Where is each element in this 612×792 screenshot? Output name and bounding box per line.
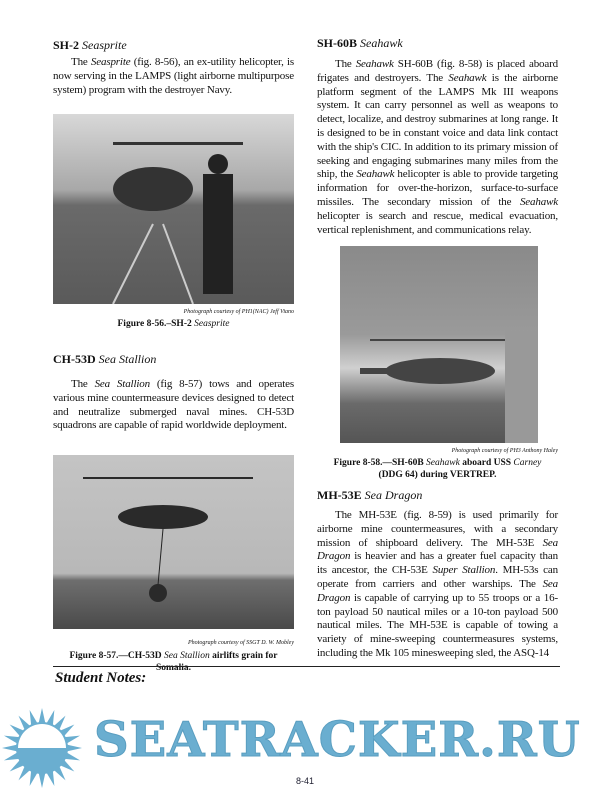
sh60b-paragraph: The Seahawk SH-60B (fig. 8-58) is placed aboard frigates and destroyers. The Seahawk is the airborne platform segment of the LAMPS Mk III weapons system. It can carry personnel as well as weapons to detect, localize, and destroy submarines at long range. It is designed to be in constant voice and data link contact with the ship's CIC. In addition to its primary mission of seeking and engaging submarines many miles from the ship, the Seahawk helicopter is able to provide targeting information for over-the-horizon, surface-to-surface missiles. The secondary mission of the Seahawk helicopter is search and rescue, medical evacuation, vertical replenishment, and communications relay.	[317, 58, 558, 236]
watermark-text: SEATRACKER.RU	[94, 712, 581, 768]
ch53d-photo-credit: Photograph courtesy of SSGT D. W. Mobley	[188, 640, 294, 646]
sun-ray	[38, 708, 45, 724]
sh2-photo-credit: Photograph courtesy of PH1(NAC) Jeff Viano	[183, 309, 294, 315]
figure-8-56-caption: Figure 8-56.–SH-2 Seasprite	[117, 319, 230, 329]
divider	[53, 666, 560, 667]
sun-ray	[66, 744, 82, 751]
ch53d-heading: CH-53D Sea Stallion	[53, 352, 157, 366]
sun-ray	[2, 744, 18, 751]
figure-8-57-caption: Figure 8-57.—CH-53D Sea Stallion airlifts grain for Somalia.	[69, 651, 278, 673]
watermark-sun-icon	[0, 700, 90, 790]
seasprite-photo	[53, 114, 294, 304]
sh2-paragraph: The Seasprite (fig. 8-56), an ex-utility helicopter, is now serving in the LAMPS (light airborne multipurpose system) program with the destroyer Navy.	[53, 56, 294, 96]
sh60b-photo-credit: Photograph courtesy of PH3 Anthony Haley	[451, 448, 558, 454]
sh2-heading: SH-2 Seasprite	[53, 38, 127, 52]
seahawk-photo	[340, 246, 538, 443]
mh53e-heading: MH-53E Sea Dragon	[317, 488, 423, 502]
ch53d-paragraph: The Sea Stallion (fig 8-57) tows and operates various mine countermeasure devices designed to detect and neutralize submerged naval mines. CH-53D squadrons are capable of rapid worldwide deployment.	[53, 378, 294, 432]
sea-stallion-photo	[53, 455, 294, 629]
page-number: 8-41	[296, 776, 315, 786]
figure-8-58-caption: Figure 8-58.—SH-60B Seahawk aboard USS Carney (DDG 64) during VERTREP.	[333, 458, 542, 480]
sh60b-heading: SH-60B Seahawk	[317, 36, 403, 50]
student-notes-label: Student Notes:	[55, 670, 147, 686]
mh53e-paragraph: The MH-53E (fig. 8-59) is used primarily for airborne mine countermeasures, with a secondary mission of shipboard delivery. The MH-53E Sea Dragon is heavier and has a greater fuel capacity than its ancestor, the CH-53E Super Stallion. MH-53s can operate from carriers and other warships. The Sea Dragon is capable of carrying up to 55 troops or a 16-ton payload 50 nautical miles or a 10-ton payload 500 nautical miles. The MH-53E is capable of towing a variety of mine-sweeping countermeasures systems, including the Mk 105 minesweeping sled, the ASQ-14	[317, 509, 558, 659]
sun-ray	[38, 772, 45, 788]
